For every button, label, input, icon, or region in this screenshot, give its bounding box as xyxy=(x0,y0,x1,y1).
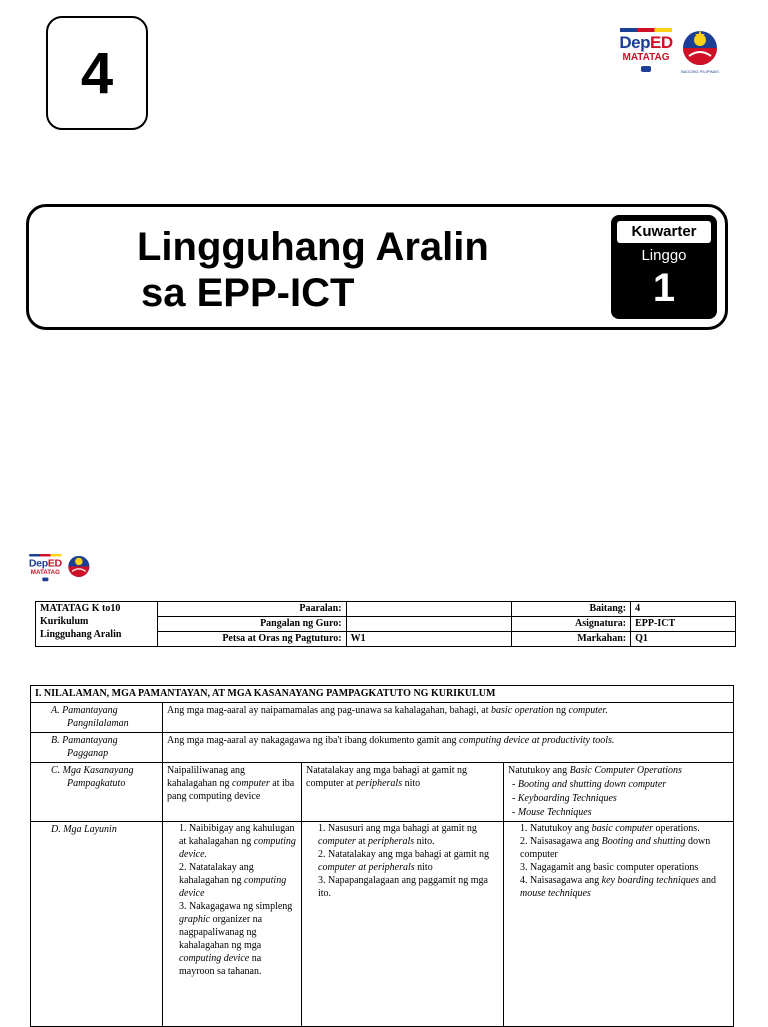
deped-matatag-logo-small: DepED MATATAG xyxy=(28,554,63,586)
objectives-3 xyxy=(504,822,734,1027)
date-label: Petsa at Oras ng Pagtuturo: xyxy=(157,632,346,647)
school-value xyxy=(346,602,512,617)
objective-item: 3. Nakagagawa ng simpleng graphic organizer na nagpapaliwanag ng kahalagahan ng mga computing device na mayroon sa tahanan. xyxy=(179,901,293,977)
header-logos xyxy=(618,28,720,80)
objective-item: 2. Natatalakay ang mga bahagi at gamit ng computer at peripherals nito xyxy=(318,849,490,873)
row-a-label: A. Pamantayang Pangnilalaman xyxy=(31,703,163,733)
small-logos xyxy=(28,554,91,586)
performance-standard: Ang mga mag-aaral ay nakagagawa ng iba't ibang dokumento gamit ang computing device at productivity tools. xyxy=(163,733,734,763)
grade-value: 4 xyxy=(631,602,736,617)
objective-item: 2. Natatalakay ang kahalagahan ng computing device xyxy=(179,862,287,899)
lesson-title-line-1: Lingguhang Aralin xyxy=(137,225,489,269)
deped-matatag-logo: DepED MATATAG xyxy=(618,28,674,80)
grade-label: Baitang: xyxy=(512,602,631,617)
school-label: Paaralan: xyxy=(157,602,346,617)
curriculum-name-cell: MATATAG K to10 Kurikulum Lingguhang Aralin xyxy=(36,602,158,647)
objective-item: 1. Natutukoy ang basic computer operations. xyxy=(520,823,700,834)
quarter-week-badge xyxy=(611,215,717,319)
objective-item: 2. Naisasagawa ang Booting and shutting down computer xyxy=(520,836,711,860)
quarter-label: Kuwarter xyxy=(617,221,711,243)
date-value: W1 xyxy=(346,632,512,647)
objective-item: 1. Naibibigay ang kahulugan at kahalagahan ng computing device. xyxy=(179,823,296,860)
grade-number: 4 xyxy=(80,40,114,106)
competency-2: Natatalakay ang mga bahagi at gamit ng computer at peripherals nito xyxy=(302,763,504,822)
objective-item: 1. Nasusuri ang mga bahagi at gamit ng computer at peripherals nito. xyxy=(318,823,477,847)
objectives-2 xyxy=(302,822,504,1027)
competency-1: Naipaliliwanag ang kahalagahan ng computer at iba pang computing device xyxy=(163,763,302,822)
row-b-label: B. Pamantayang Pagganap xyxy=(31,733,163,763)
quarter-value: Q1 xyxy=(631,632,736,647)
subject-value: EPP-ICT xyxy=(631,617,736,632)
grade-number-box xyxy=(46,16,148,130)
objective-item: 3. Nagagamit ang basic computer operations xyxy=(520,862,699,873)
lesson-title-box xyxy=(26,204,728,330)
teacher-label: Pangalan ng Guro: xyxy=(157,617,346,632)
curriculum-heading: I. NILALAMAN, MGA PAMANTAYAN, AT MGA KASANAYANG PAMPAGKATUTO NG KURIKULUM xyxy=(31,686,734,703)
content-standard: Ang mga mag-aaral ay naipamamalas ang pag-unawa sa kahalagahan, bahagi, at basic operation ng computer. xyxy=(163,703,734,733)
lesson-info-table xyxy=(35,601,736,647)
teacher-value xyxy=(346,617,512,632)
objective-item: 4. Naisasagawa ang key boarding techniques and mouse techniques xyxy=(520,875,716,899)
row-d-label: D. Mga Layunin xyxy=(31,822,163,1027)
competency-3: Natutukoy ang Basic Computer Operations - Booting and shutting down computer - Keyboarding Techniques - Mouse Techniques xyxy=(504,763,734,822)
objectives-1 xyxy=(163,822,302,1027)
row-c-label: C. Mga Kasanayang Pampagkatuto xyxy=(31,763,163,822)
curriculum-table xyxy=(30,685,734,1027)
bagong-pilipinas-logo-small xyxy=(66,554,91,586)
lesson-title-line-2: sa EPP-ICT xyxy=(141,271,355,315)
subject-label: Asignatura: xyxy=(512,617,631,632)
objective-item: 3. Napapangalagaan ang paggamit ng mga ito. xyxy=(318,875,488,899)
quarter-label-cell: Markahan: xyxy=(512,632,631,647)
week-label: Linggo xyxy=(641,247,687,264)
bagong-pilipinas-logo: BAGONG PILIPINAS xyxy=(680,28,720,80)
week-number: 1 xyxy=(652,266,676,310)
